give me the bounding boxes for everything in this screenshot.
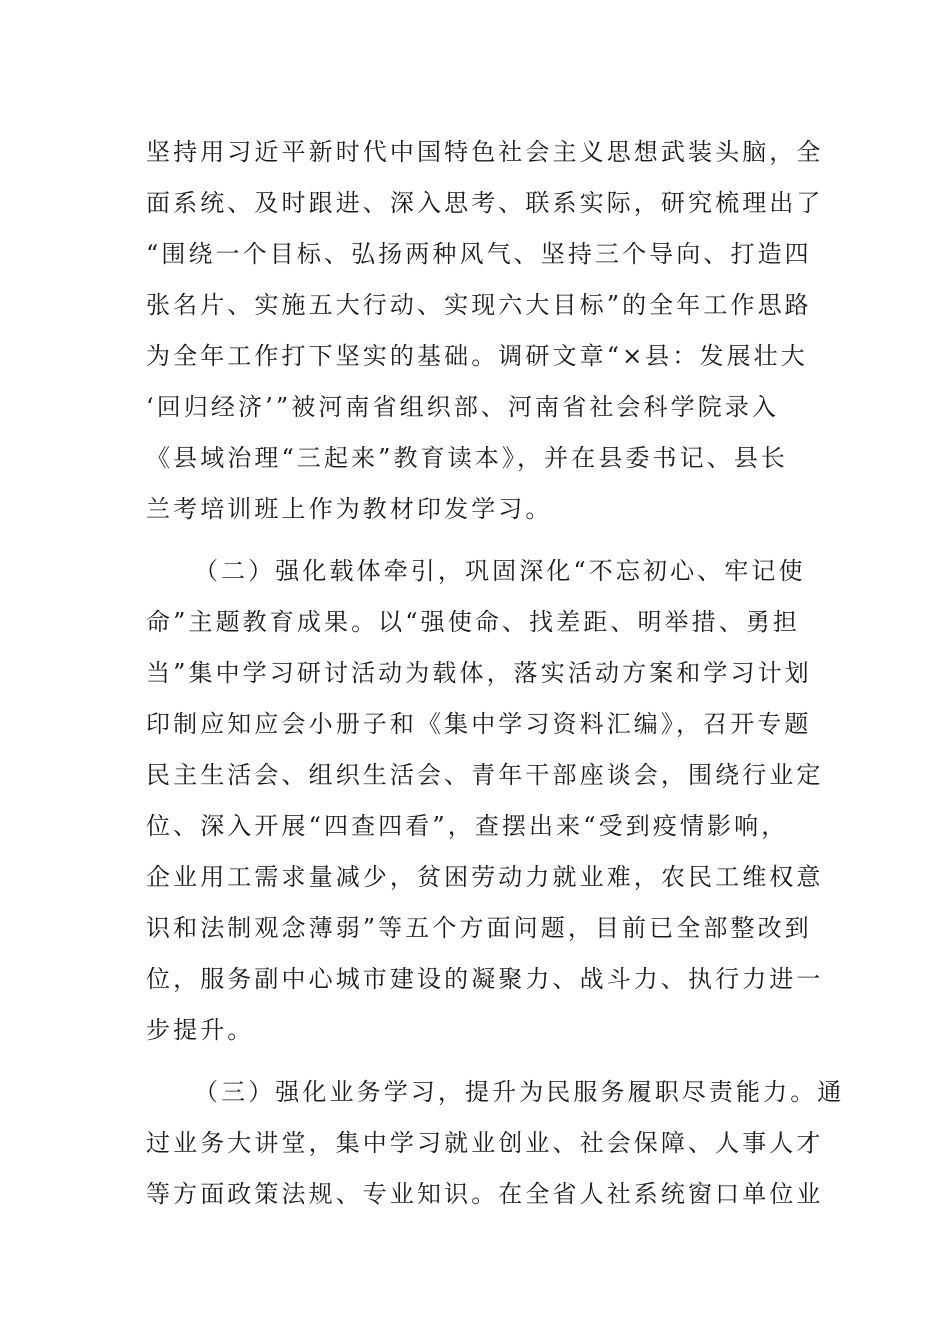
text-line: 过业务大讲堂，集中学习就业创业、社会保障、人事人才 — [146, 1129, 824, 1157]
paragraph-3 — [146, 1067, 845, 1220]
text-line: （二）强化载体牵引，巩固深化“不忘初心、牢记使 — [194, 557, 806, 585]
paragraph-1 — [146, 127, 824, 535]
document-body — [146, 127, 845, 1220]
text-line: 民主生活会、组织生活会、青年干部座谈会，围绕行业定 — [146, 761, 824, 789]
text-line: 识和法制观念薄弱”等五个方面问题，目前已全部整改到 — [146, 914, 812, 942]
text-line: 位、深入开展“四查四看”，查摆出来“受到疫情影响， — [146, 812, 789, 840]
text-line: 《县域治理“三起来”教育读本》，并在县委书记、县长 — [146, 444, 789, 472]
text-line: 面系统、及时跟进、深入思考、联系实际，研究梳理出了 — [146, 189, 824, 217]
text-line: 坚持用习近平新时代中国特色社会主义思想武装头脑，全 — [146, 138, 824, 166]
text-line: “围绕一个目标、弘扬两种风气、坚持三个导向、打造四 — [146, 240, 812, 268]
text-line: 等方面政策法规、专业知识。在全省人社系统窗口单位业 — [146, 1180, 824, 1208]
text-line: 位，服务副中心城市建设的凝聚力、战斗力、执行力进一 — [146, 965, 824, 993]
paragraph-2 — [146, 546, 824, 1056]
text-line: 企业用工需求量减少，贫困劳动力就业难，农民工维权意 — [146, 863, 824, 891]
text-line: 印制应知应会小册子和《集中学习资料汇编》，召开专题 — [146, 710, 812, 738]
text-line: （三）强化业务学习，提升为民服务履职尽责能力。通 — [194, 1078, 845, 1106]
text-line: 兰考培训班上作为教材印发学习。 — [146, 495, 553, 523]
text-line: 张名片、实施五大行动、实现六大目标”的全年工作思路 — [146, 291, 812, 319]
text-line: 步提升。 — [146, 1016, 255, 1044]
text-line: 当”集中学习研讨活动为载体，落实活动方案和学习计划 — [146, 659, 812, 687]
text-line: 命”主题教育成果。以“强使命、找差距、明举措、勇担 — [146, 608, 801, 636]
text-line: ‘回归经济’”被河南省组织部、河南省社会科学院录入 — [146, 393, 780, 421]
text-line: 为全年工作打下坚实的基础。调研文章“×县：发展壮大 — [146, 342, 808, 370]
